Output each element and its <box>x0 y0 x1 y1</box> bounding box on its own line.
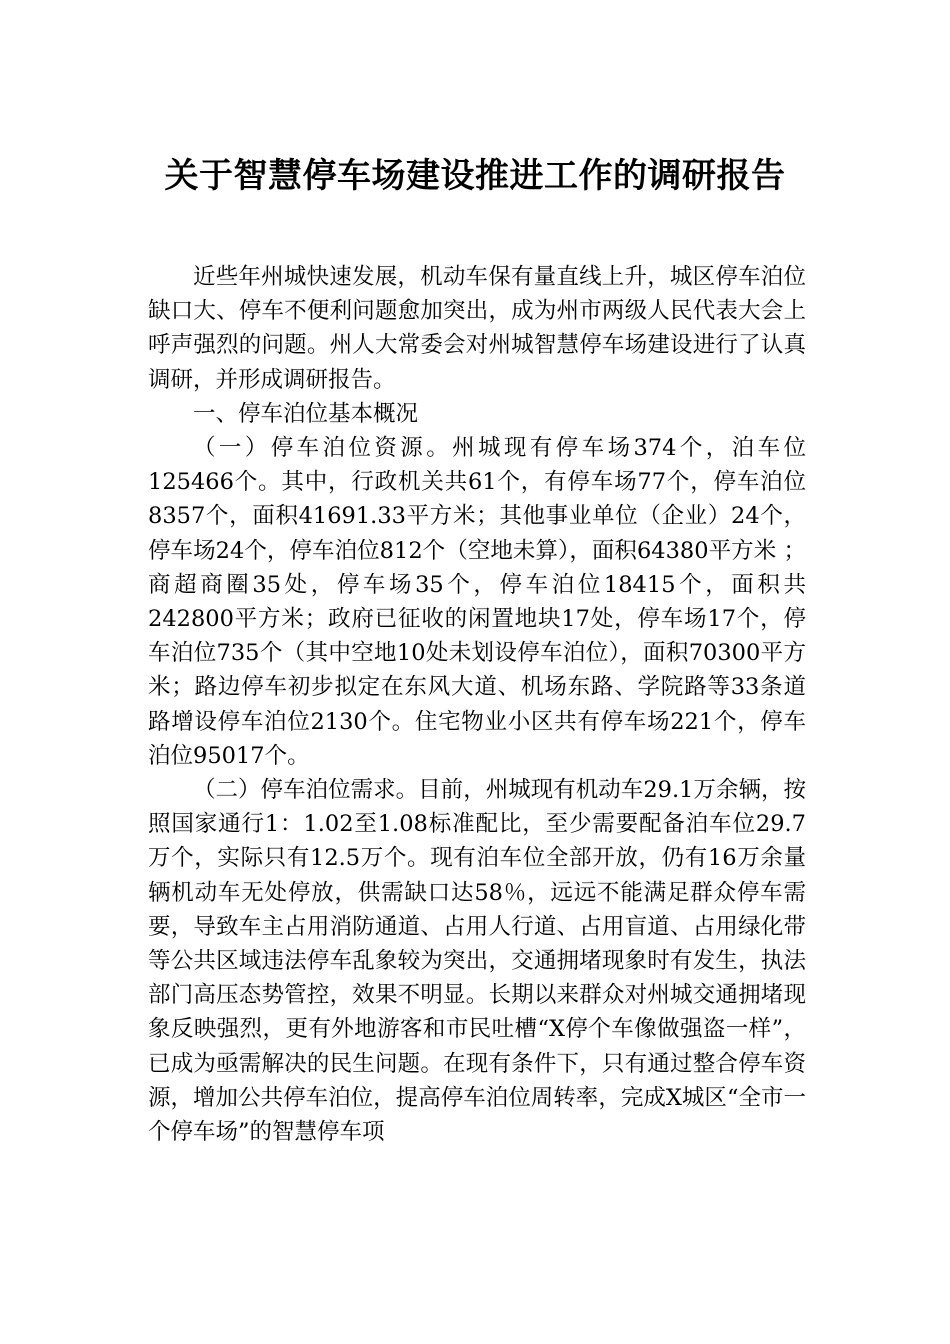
section-heading: 一、停车泊位基本概况 <box>193 400 419 427</box>
subsection-paragraph-2: （二）停车泊位需求。目前，州城现有机动车29.1万余辆，按照国家通行1：1.02至1.08标准配比，至少需要配备泊车位29.7万个，实际只有12.5万个。现有泊车位全部开放，仍有16万余量辆机动车无处停放，供需缺口达58％，远远不能满足群众停车需要，导致车主占用消防通道、占用人行道、占用盲道、占用绿化带等公共区域违法停车乱象较为突出，交通拥堵现象时有发生，执法部门高压态势管控，效果不明显。长期以来群众对州城交通拥堵现象反映强烈，更有外地游客和市民吐槽“X停个车像做强盗一样”，已成为亟需解决的民生问题。在现有条件下，只有通过整合停车资源，增加公共停车泊位，提高停车泊位周转率，完成X城区“全市一个停车场”的智慧停车项 <box>148 777 806 1146</box>
intro-paragraph: 近些年州城快速发展，机动车保有量直线上升，城区停车泊位缺口大、停车不便利问题愈加突出，成为州市两级人民代表大会上呼声强烈的问题。州人大常委会对州城智慧停车场建设进行了认真调研，并形成调研报告。 <box>148 264 806 393</box>
subsection-paragraph-1: （一）停车泊位资源。州城现有停车场374个，泊车位125466个。其中，行政机关共61个，有停车场77个，停车泊位8357个，面积41691.33平方米；其他事业单位（企业）24个，停车场24个，停车泊位812个（空地未算），面积64380平方米 ；商超商圈35处，停车场35个，停车泊位18415个，面积共242800平方米；政府已征收的闲置地块17处，停车场17个，停车泊位735个（其中空地10处未划设停车泊位），面积70300平方米；路边停车初步拟定在东风大道、机场东路、学院路等33条道路增设停车泊位2130个。住宅物业小区共有停车场221个，停车泊位95017个。 <box>148 435 806 769</box>
document-body <box>148 260 806 1149</box>
document-title: 关于智慧停车场建设推进工作的调研报告 <box>164 156 786 196</box>
